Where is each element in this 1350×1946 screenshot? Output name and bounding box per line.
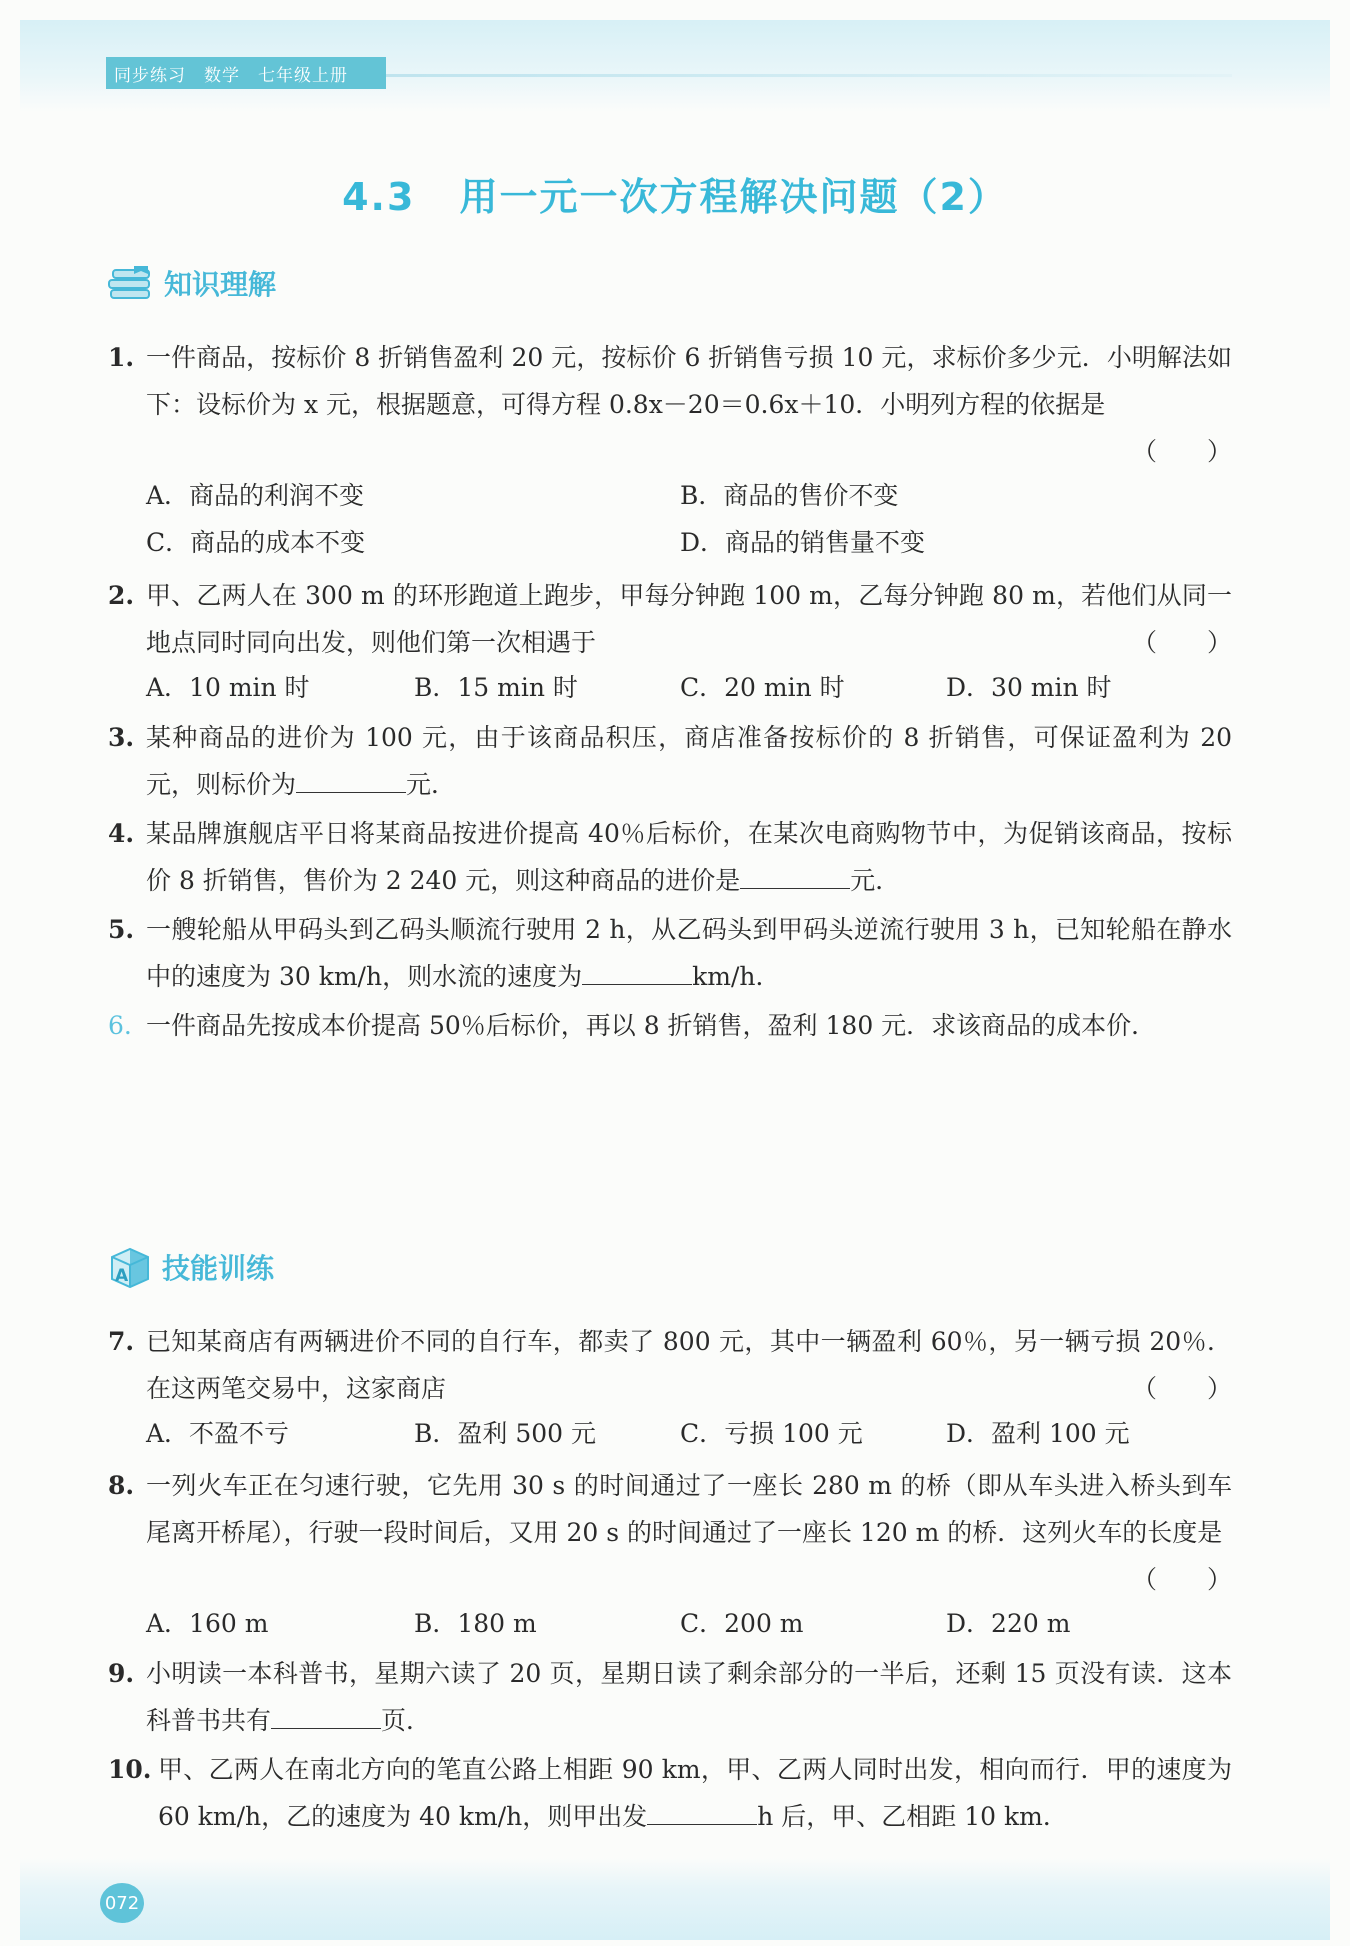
subject-label: 数学: [204, 65, 240, 86]
question-1: [108, 334, 1232, 466]
question-text: 一列火车正在匀速行驶，它先用 30 s 的时间通过了一座长 280 m 的桥（即从车头进入桥头到车尾离开桥尾），行驶一段时间后，又用 20 s 的时间通过了一座长 120 m 的桥．这列火车的长度是: [146, 1471, 1232, 1547]
question-4: [108, 810, 1232, 904]
option-b[interactable]: B．15 min 时: [414, 673, 578, 702]
question-8: [108, 1462, 1232, 1594]
question-text: [146, 810, 1232, 904]
section-title: 技能训练: [162, 1252, 275, 1285]
question-text: 一件商品，按标价 8 折销售盈利 20 元，按标价 6 折销售亏损 10 元，求标价多少元．小明解法如下：设标价为 x 元，根据题意，可得方程 0.8x－20＝0.6x＋10．小明列方程的依据是: [146, 343, 1232, 419]
question-number: 9.: [108, 1659, 135, 1688]
section-knowledge: [108, 258, 276, 308]
text-before-blank: 甲、乙两人在南北方向的笔直公路上相距 90 km，甲、乙两人同时出发，相向而行．甲的速度为 60 km/h，乙的速度为 40 km/h，则甲出发: [158, 1755, 1232, 1831]
question-text: [146, 906, 1232, 1000]
text-before-blank: 小明读一本科普书，星期六读了 20 页，星期日读了剩余部分的一半后，还剩 15 页没有读．这本科普书共有: [146, 1659, 1232, 1735]
option-a[interactable]: A．10 min 时: [146, 673, 310, 702]
text-before-blank: 某品牌旗舰店平日将某商品按进价提高 40％后标价，在某次电商购物节中，为促销该商品，按标价 8 折销售，售价为 2 240 元，则这种商品的进价是: [146, 819, 1232, 895]
text-before-blank: 一艘轮船从甲码头到乙码头顺流行驶用 2 h，从乙码头到甲码头逆流行驶用 3 h，已知轮船在静水中的速度为 30 km/h，则水流的速度为: [146, 915, 1232, 991]
question-text: [158, 1746, 1232, 1840]
question-number: 4.: [108, 819, 135, 848]
bottom-band: [20, 1858, 1330, 1940]
answer-blank[interactable]: [296, 770, 406, 793]
page-title: [0, 166, 1350, 221]
answer-parentheses: （ ）: [1131, 1374, 1232, 1403]
option-d[interactable]: D．220 m: [946, 1609, 1071, 1638]
question-number: 5.: [108, 915, 135, 944]
option-c[interactable]: C．20 min 时: [680, 673, 845, 702]
option-d[interactable]: D．商品的销售量不变: [680, 528, 926, 557]
option-a[interactable]: A．160 m: [146, 1609, 269, 1638]
question-number: 8.: [108, 1471, 135, 1500]
option-d[interactable]: D．盈利 100 元: [946, 1419, 1130, 1448]
text-after-blank: 元．: [406, 770, 457, 799]
grade-label: 七年级上册: [258, 65, 348, 86]
question-text: 已知某商店有两辆进价不同的自行车，都卖了 800 元，其中一辆盈利 60％，另一辆亏损 20％．在这两笔交易中，这家商店: [146, 1327, 1232, 1403]
book-header-tag: [106, 57, 386, 89]
option-b[interactable]: B．盈利 500 元: [414, 1419, 596, 1448]
section-title-text: 用一元一次方程解决问题（2）: [459, 175, 1008, 219]
question-7: [108, 1318, 1232, 1412]
answer-blank[interactable]: [582, 962, 692, 985]
question-number: 7.: [108, 1327, 135, 1356]
question-10: [108, 1746, 1232, 1840]
question-9: [108, 1650, 1232, 1744]
question-2: [108, 572, 1232, 666]
option-b[interactable]: B．180 m: [414, 1609, 537, 1638]
section-skills: [106, 1242, 274, 1292]
option-b[interactable]: B．商品的售价不变: [680, 481, 899, 510]
option-a[interactable]: A．商品的利润不变: [146, 481, 365, 510]
svg-text:A: A: [115, 1266, 129, 1286]
books-icon: [108, 264, 154, 302]
answer-parentheses: （ ）: [1131, 628, 1232, 657]
question-number: 3.: [108, 723, 135, 752]
text-after-blank: 元．: [850, 866, 901, 895]
question-text: [146, 1650, 1232, 1744]
question-number: 1.: [108, 343, 135, 372]
question-text: 一件商品先按成本价提高 50％后标价，再以 8 折销售，盈利 180 元．求该商品的成本价．: [146, 1011, 1157, 1040]
question-text: 甲、乙两人在 300 m 的环形跑道上跑步，甲每分钟跑 100 m，乙每分钟跑 80 m，若他们从同一地点同时同向出发，则他们第一次相遇于: [146, 581, 1232, 657]
question-5: [108, 906, 1232, 1000]
text-before-blank: 某种商品的进价为 100 元，由于该商品积压，商店准备按标价的 8 折销售，可保证盈利为 20 元，则标价为: [146, 723, 1232, 799]
question-number: 2.: [108, 581, 135, 610]
answer-blank[interactable]: [740, 866, 850, 889]
question-6: [108, 1002, 1232, 1049]
option-c[interactable]: C．亏损 100 元: [680, 1419, 863, 1448]
question-text: [146, 714, 1232, 808]
question-number: 6.: [108, 1011, 132, 1040]
header-divider: [386, 74, 1232, 77]
option-a[interactable]: A．不盈不亏: [146, 1419, 290, 1448]
text-after-blank: h 后，甲、乙相距 10 km．: [757, 1802, 1068, 1831]
answer-blank[interactable]: [271, 1706, 381, 1729]
answer-parentheses: （ ）: [1131, 1565, 1232, 1594]
option-c[interactable]: C．商品的成本不变: [146, 528, 366, 557]
section-number: 4.3: [342, 175, 416, 219]
option-c[interactable]: C．200 m: [680, 1609, 804, 1638]
cube-a-icon: [106, 1245, 152, 1289]
answer-blank[interactable]: [647, 1802, 757, 1825]
answer-parentheses: （ ）: [1131, 437, 1232, 466]
text-after-blank: 页．: [381, 1706, 432, 1735]
question-3: [108, 714, 1232, 808]
option-d[interactable]: D．30 min 时: [946, 673, 1112, 702]
question-number: 10.: [108, 1755, 152, 1784]
series-label: 同步练习: [114, 65, 186, 86]
section-title: 知识理解: [164, 268, 277, 301]
page-number: 072: [100, 1883, 144, 1923]
text-after-blank: km/h．: [692, 962, 781, 991]
